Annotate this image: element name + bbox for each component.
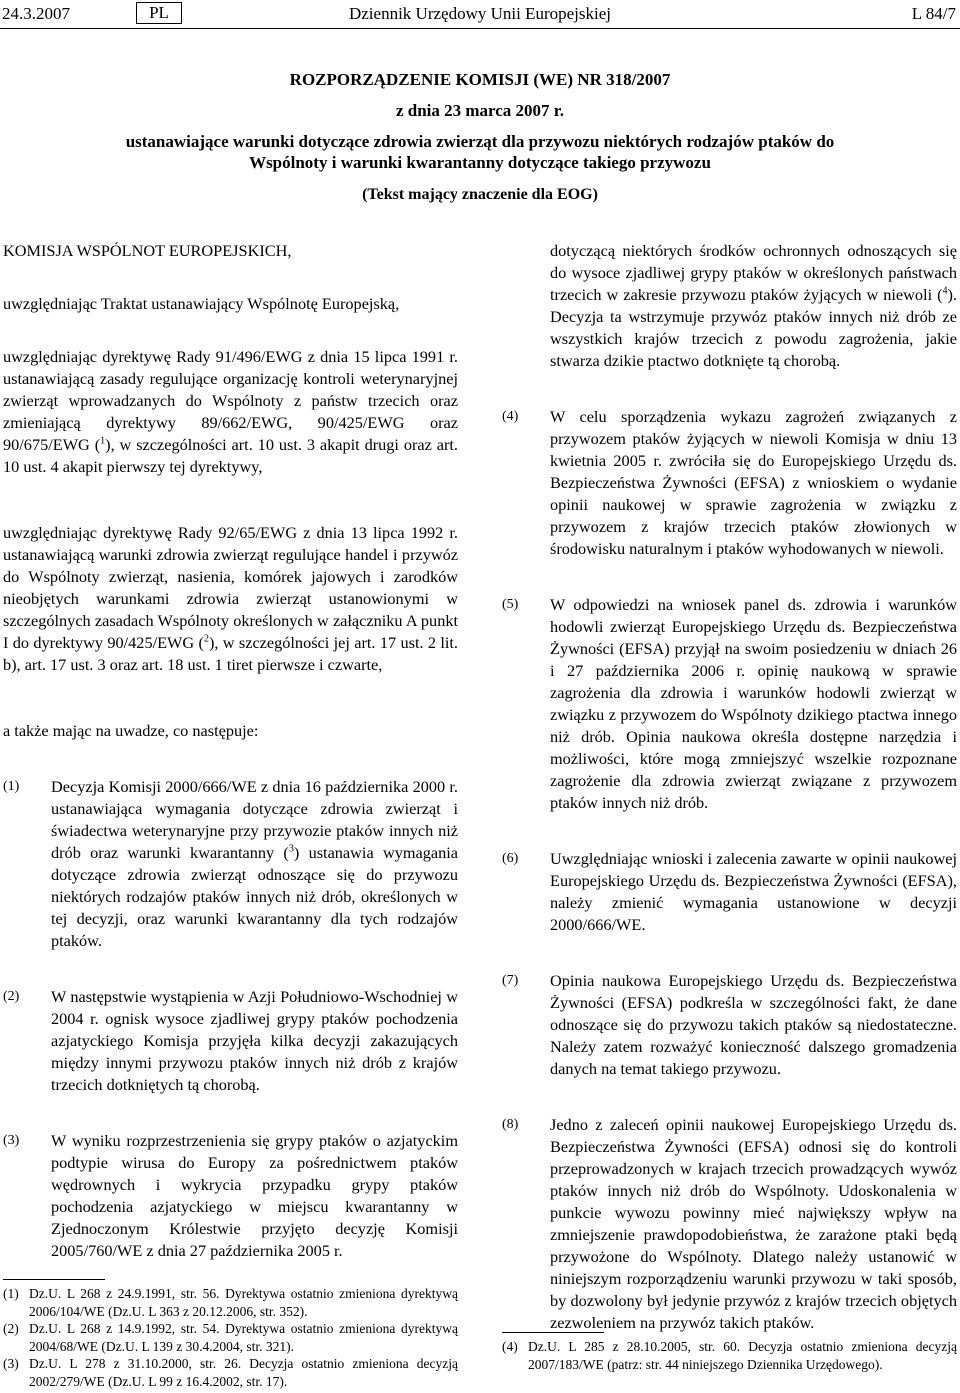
recital-number: (7): [502, 973, 519, 988]
recital-8: [502, 1114, 957, 1334]
recital-number: (6): [502, 851, 519, 866]
footnote-text: Dz.U. L 268 z 14.9.1992, str. 54. Dyrektywa ostatnio zmieniona dyrektywą 2004/68/WE (Dz.U. L 139 z 30.4.2004, str. 321).: [29, 1321, 458, 1354]
recital-number: (1): [3, 779, 20, 794]
citation-text: ), w szczególności art. 10 ust. 3 akapit drugi oraz art. 10 ust. 4 akapit pierwszy tej dyrektywy,: [3, 435, 459, 476]
regulation-subject-line1: ustanawiające warunki dotyczące zdrowia zwierząt dla przywozu niektórych rodzajów ptaków do: [125, 132, 835, 151]
footnote-text: Dz.U. L 268 z 24.9.1991, str. 56. Dyrektywa ostatnio zmieniona dyrektywą 2006/104/WE (Dz.U. L 363 z 20.12.2006, str. 352).: [29, 1286, 458, 1319]
footnote-ref[interactable]: 1: [100, 435, 106, 447]
recital-text: W następstwie wystąpienia w Azji Południowo-Wschodniej w 2004 r. ognisk wysoce zjadliwej grypy ptaków pochodzenia azjatyckiego Komisja przyjęła kilka decyzji zakazujących między innymi przywozu ptaków innych niż drób z krajów trzecich dotkniętych tą chorobą.: [51, 987, 458, 1094]
footnote-divider: [3, 1279, 105, 1280]
running-header: [0, 4, 960, 26]
recital-text: W odpowiedzi na wniosek panel ds. zdrowia i warunków hodowli zwierząt Europejskiego Urzędu ds. Bezpieczeństwa Żywności (EFSA) przyjął na swoim posiedzeniu w dniach 26 i 27 października 2006 r. opinię naukową w sprawie zagrożenia dla zdrowia i warunków hodowli zwierząt w związku z przywozem do Wspólnoty dzikiego ptactwa innego niż drób. Opinia naukowa określa dostępne narzędzia i możliwości, które mogą zmniejszyć wszelkie rozpoznane zagrożenie dla zdrowia zwierząt związane z przywozem ptaków innych niż drób.: [550, 595, 957, 812]
recital-text: W celu sporządzenia wykazu zagrożeń związanych z przywozem ptaków żyjących w niewoli Komisja w dniu 13 kwietnia 2005 r. zwróciła się do Europejskiego Urzędu ds. Bezpieczeństwa Żywności (EFSA) z wnioskiem o wydanie opinii naukowej w sprawie zagrożenia w związku z przywozem z krajów trzecich ptaków złowionych w środowisku naturalnym i ptaków wyhodowanych w niewoli.: [550, 407, 957, 558]
recital-5: [502, 594, 957, 814]
recital-number: (8): [502, 1117, 519, 1132]
recital-7: [502, 970, 957, 1080]
recital-number: (2): [3, 989, 20, 1004]
footnote-divider: [502, 1332, 604, 1333]
footnote-text: Dz.U. L 285 z 28.10.2005, str. 60. Decyzja ostatnio zmieniona decyzją 2007/183/WE (patrz: str. 44 niniejszego Dziennika Urzędowego).: [528, 1339, 957, 1372]
footnote-number: (4): [502, 1339, 518, 1354]
citation-treaty: uwzględniając Traktat ustanawiający Wspólnotę Europejską,: [3, 294, 400, 313]
language-badge: PL: [136, 2, 182, 24]
eea-relevance: (Tekst mający znaczenie dla EOG): [362, 186, 598, 203]
footnote-text: Dz.U. L 278 z 31.10.2000, str. 26. Decyzja ostatnio zmieniona decyzją 2002/279/WE (Dz.U. L 99 z 16.4.2002, str. 17).: [29, 1356, 458, 1389]
regulation-date: z dnia 23 marca 2007 r.: [395, 101, 565, 120]
recital-text: Opinia naukowa Europejskiego Urzędu ds. Bezpieczeństwa Żywności (EFSA) podkreśla w szczególności fakt, że dane odnoszące się do przywozu takich ptaków są niedostateczne. Należy zatem rozważyć konieczność dalszego gromadzenia danych na temat takiego przywozu.: [550, 971, 957, 1078]
issuing-body: KOMISJA WSPÓLNOT EUROPEJSKICH,: [3, 241, 292, 260]
recital-text: Jedno z zaleceń opinii naukowej Europejskiego Urzędu ds. Bezpieczeństwa Żywności (EFSA) odnosi się do kontroli przeprowadzonych w krajach trzecich prowadzących wywóz ptaków innych niż drób do Wspólnoty. Udoskonalenia w punkcie wywozu powinny mieć największy wpływ na zmniejszenie prawdopodobieństwa, że zarażone ptaki będą przywożone do Wspólnoty. Dlatego należy ustanowić w niniejszym rozporządzeniu warunki przywozu w taki sposób, by dozwolony był jedynie przywóz z krajów trzecich objętych zezwoleniem na przywóz takich ptaków.: [550, 1115, 957, 1332]
footnote-4: [502, 1338, 957, 1373]
recital-text-part: ) ustanawia wymagania dotyczące zdrowia zwierząt odnoszące się do przywozu niektórych rodzajów ptaków innych niż drób, określonych w tej decyzji, oraz warunki kwarantanny dla tych rodzajów ptaków.: [51, 843, 458, 950]
recital-1: [3, 776, 458, 952]
publication-date: 24.3.2007: [2, 4, 70, 23]
footnotes-left: [3, 1285, 458, 1390]
recital-text-part: Decyzja Komisji 2000/666/WE z dnia 16 października 2000 r. ustanawiająca wymagania dotyczące zdrowia zwierząt i świadectwa weterynaryjne przy przywozie ptaków innych niż drób oraz warunki kwarantanny (: [51, 777, 458, 862]
left-column: [3, 240, 458, 1284]
recital-text-part: ). Decyzja ta wstrzymuje przywóz ptaków innych niż drób ze wszystkich krajów trzecich z powodu zagrożenia, jakie stwarza dzikie ptactwo dotknięte tą chorobą.: [550, 285, 957, 370]
regulation-title: ROZPORZĄDZENIE KOMISJI (WE) NR 318/2007: [289, 70, 671, 89]
footnote-ref[interactable]: 3: [288, 843, 294, 855]
recital-3: [3, 1130, 458, 1262]
footnote-1: [3, 1285, 458, 1320]
right-column: [502, 240, 957, 1356]
recital-4: [502, 406, 957, 560]
citation-text: uwzględniając dyrektywę Rady 91/496/EWG z dnia 15 lipca 1991 r. ustanawiającą zasady regulujące organizację kontroli weterynaryjnej zwierząt wprowadzanych do Wspólnoty z państw trzecich oraz zmieniającą dyrektywy 89/662/EWG, 90/425/EWG oraz 90/675/EWG (: [3, 347, 458, 454]
recital-text: [51, 776, 458, 952]
page-number: L 84/7: [911, 4, 956, 23]
footnote-ref[interactable]: 2: [203, 633, 209, 645]
citation-directive-91-496: [3, 346, 458, 478]
recital-text: W wyniku rozprzestrzenienia się grypy ptaków o azjatyckim podtypie wirusa do Europy za pośrednictwem ptaków wędrownych i wykrycia przypadku grypy ptaków pochodzenia azjatyckiego w miejscu kwarantanny w Zjednoczonym Królestwie przyjęto decyzję Komisji 2005/760/WE z dnia 27 października 2005 r.: [51, 1131, 458, 1260]
header-divider: [0, 28, 960, 29]
recital-number: (3): [3, 1133, 20, 1148]
recital-6: [502, 848, 957, 936]
recital-number: (5): [502, 597, 519, 612]
footnote-number: (2): [3, 1321, 19, 1336]
footnote-3: [3, 1355, 458, 1390]
footnote-number: (1): [3, 1286, 19, 1301]
recital-3-continued: [502, 240, 957, 372]
citation-directive-92-65: [3, 522, 458, 676]
footnote-number: (3): [3, 1356, 19, 1371]
citation-text: ), w szczególności jej art. 17 ust. 2 lit. b), art. 17 ust. 3 oraz art. 18 ust. 1 tiret pierwsze i czwarte,: [3, 633, 459, 674]
citation-text: uwzględniając dyrektywę Rady 92/65/EWG z dnia 13 lipca 1992 r. ustanawiającą warunki zdrowia zwierząt regulujące handel i przywóz do Wspólnoty zwierząt, nasienia, komórek jajowych i zarodków nieobjętych warunkami zdrowia zwierząt ustanowionymi w szczególnych zasadach Wspólnoty określonych w załączniku A punkt I do dyrektywy 90/425/EWG (: [3, 523, 458, 652]
recital-text: [550, 240, 957, 372]
footnote-ref[interactable]: 4: [942, 285, 948, 297]
footnote-2: [3, 1320, 458, 1355]
regulation-subject-line2: Wspólnoty i warunki kwarantanny dotyczące takiego przywozu: [249, 153, 711, 172]
whereas-intro: a także mając na uwadze, co następuje:: [3, 721, 259, 740]
journal-title: Dziennik Urzędowy Unii Europejskiej: [348, 4, 611, 23]
recital-2: [3, 986, 458, 1096]
footnotes-right: [502, 1338, 957, 1373]
recital-text-part: dotyczącą niektórych środków ochronnych odnoszących się do wysoce zjadliwej grypy ptaków w określonych państwach trzecich w zakresie przywozu ptaków żyjących w niewoli (: [550, 241, 957, 304]
recital-text: Uwzględniając wnioski i zalecenia zawarte w opinii naukowej Europejskiego Urzędu ds. Bezpieczeństwa Żywności (EFSA), należy zmienić wymagania ustanowione w decyzji 2000/666/WE.: [550, 849, 957, 934]
recital-number: (4): [502, 409, 519, 424]
